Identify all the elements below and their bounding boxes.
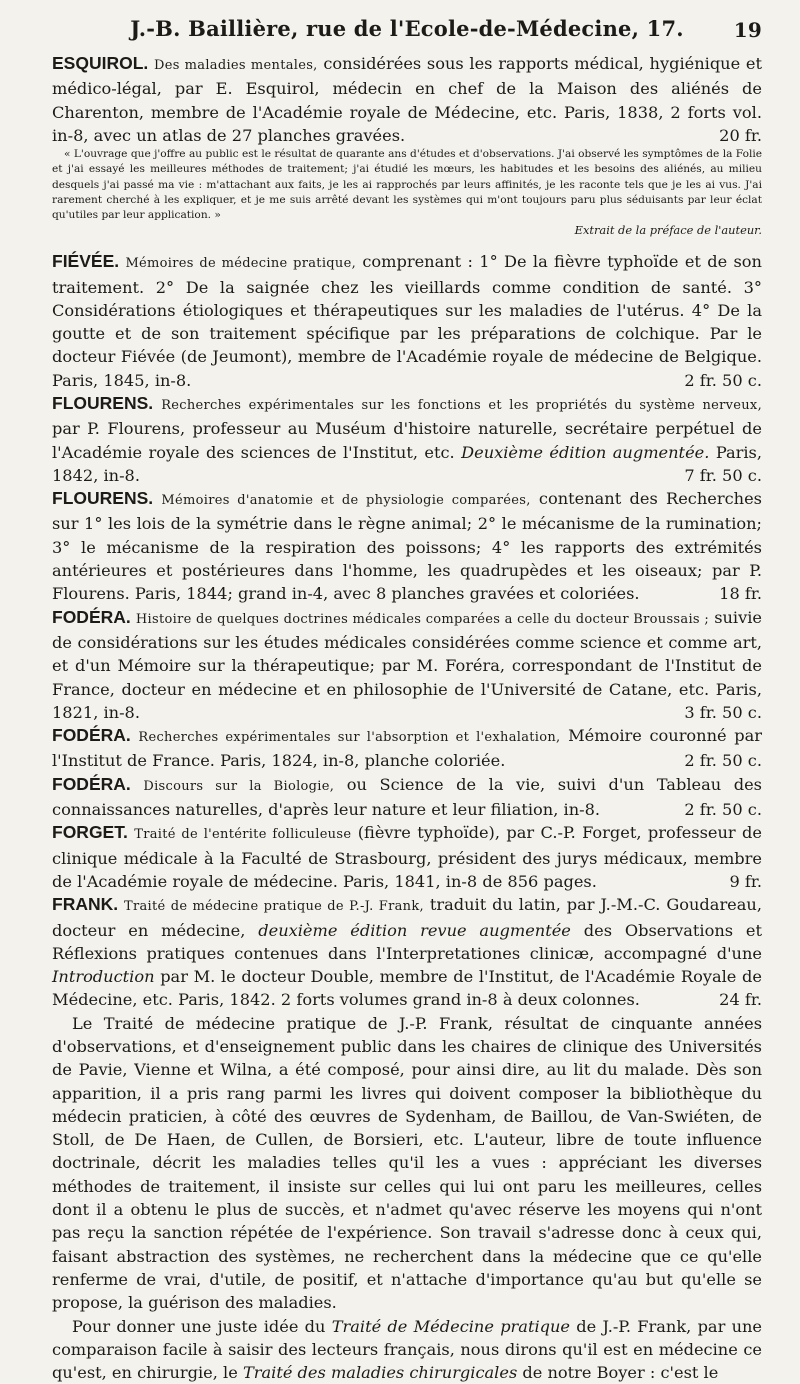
- work-title: Recherches expérimentales sur l'absorption et l'exhalation,: [138, 730, 561, 746]
- work-title: Des maladies mentales,: [153, 58, 318, 73]
- author-heading: FORGET.: [52, 822, 128, 843]
- catalogue-entry-fodera-biologie: [52, 773, 762, 822]
- author-heading: ESQUIROL.: [52, 53, 149, 73]
- entry-description: suivie de considérations sur les études médicales considérées comme science et comme art, et d'un Mémoire sur la thérapeutique; par M. Foréra, correspondant de l'Institut de France, docteur en médecine et en philosophie de l'Université de Catane, etc. Paris, 1821, in-8.: [52, 607, 762, 722]
- price: 20 fr.: [719, 125, 762, 145]
- imprint: Paris, 1842, in-8.: [52, 442, 762, 485]
- price: 7 fr. 50 c.: [684, 465, 762, 485]
- edition-note: deuxième édition revue augmentée: [258, 920, 571, 940]
- catalogue-entry-forget: [52, 821, 762, 893]
- quote-source: Extrait de la préface de l'auteur.: [574, 223, 762, 238]
- entry-description: contenant des Recherches sur 1° les lois de la symétrie dans le règne animal; 2° le mécanisme de la rumination; 3° le mécanisme de la respiration des poissons; 4° les rapports des extrémités antérieures et postérieures dans l'homme, les quadrupèdes et les oiseaux; par P. Flourens. Paris, 1844; grand in-4, avec 8 planches gravées et coloriées.: [52, 489, 762, 604]
- catalogue-entry-esquirol: [52, 52, 762, 147]
- catalogue-entry-fodera-absorption: [52, 724, 762, 773]
- price: 9 fr.: [729, 871, 762, 891]
- price: 18 fr.: [719, 584, 762, 604]
- entry-description-end: par M. le docteur Double, membre de l'Institut, de l'Académie Royale de Médecine, etc. Paris, 1842. 2 forts volumes grand in-8 à deux colonnes.: [52, 967, 762, 1010]
- author-heading: FLOURENS.: [52, 392, 154, 413]
- entry-description: (fièvre typhoïde), par C.-P. Forget, professeur de clinique médicale à la Faculté de Strasbourg, président des jurys médicaux, membre de l'Académie royale de médecine. Paris, 1841, in-8 de 856 pages.: [52, 823, 762, 891]
- cited-title: Traité des maladies chirurgicales: [242, 1363, 518, 1383]
- preface-quote: « L'ouvrage que j'offre au public est le résultat de quarante ans d'études et d'observations. J'ai observé les symptômes de la Folie et j'ai essayé les meilleures méthodes de traitement; j'ai étudié les mœurs, les habitudes et les besoins des aliénés, au milieu desquels j'ai passé ma vie : m'attachant aux faits, je les ai rapprochés par leurs affinités, je les raconte tels que je les ai vus. J'ai rarement cherché à les expliquer, et je me suis arrêté devant les systèmes qui m'ont toujours paru plus séduisants par leur éclat qu'utiles par leur application. »: [52, 148, 762, 221]
- catalogue-entry-fievee: [52, 250, 762, 392]
- work-title: Recherches expérimentales sur les fonctions et les propriétés du système nerveux,: [161, 397, 762, 413]
- catalogue-entry-flourens-nerveux: [52, 392, 762, 487]
- author-heading: FODÉRA.: [52, 773, 131, 794]
- commentary-paragraph-2: [52, 1315, 762, 1384]
- work-title: Mémoires de médecine pratique,: [125, 256, 357, 272]
- running-head: [52, 16, 762, 52]
- price: 3 fr. 50 c.: [684, 702, 762, 722]
- work-title: Traité de médecine pratique de P.-J. Frank,: [124, 899, 424, 915]
- commentary-text: Pour donner une juste idée du: [72, 1316, 326, 1336]
- author-heading: FODÉRA.: [52, 725, 131, 746]
- commentary-text: de J.-P. Frank, par une comparaison facile à saisir des lecteurs français, nous dirons qu'il est en médecine ce qu'est, en chirurgie, le: [52, 1316, 762, 1383]
- price: 2 fr. 50 c.: [684, 800, 762, 820]
- introduction-word: Introduction: [52, 967, 155, 987]
- price: 24 fr.: [719, 990, 762, 1010]
- page-number: 19: [733, 18, 762, 42]
- entry-description: ou Science de la vie, suivi d'un Tableau des connaissances naturelles, d'après leur nature et leur filiation, in-8.: [52, 774, 762, 820]
- entry-description: traduit du latin, par J.-M.-C. Goudareau, docteur en médecine,: [52, 895, 762, 940]
- author-heading: FRANK.: [52, 894, 119, 915]
- price: 2 fr. 50 c.: [684, 751, 762, 771]
- edition-note: Deuxième édition augmentée.: [461, 442, 710, 462]
- entry-description: considérées sous les rapports médical, hygiénique et médico-légal, par E. Esquirol, médecin en chef de la Maison des aliénés de Charenton, membre de l'Académie royale de Médecine, etc. Paris, 1838, 2 forts vol. in-8, avec un atlas de 27 planches gravées.: [52, 54, 762, 145]
- entry-description: par P. Flourens, professeur au Muséum d'histoire naturelle, secrétaire perpétuel de l'Académie royale des sciences de l'Institut, etc.: [52, 419, 762, 462]
- commentary-paragraph-1: Le Traité de médecine pratique de J.-P. Frank, résultat de cinquante années d'observations, et d'enseignement public dans les chaires de clinique des Universités de Pavie, Vienne et Wilna, a été composé, pour ainsi dire, au lit du malade. Dès son apparition, il a pris rang parmi les livres qui doivent composer la bibliothèque du médecin praticien, à côté des œuvres de Sydenham, de Baillou, de Van-Swiéten, de Stoll, de De Haen, de Cullen, de Borsieri, etc. L'auteur, libre de toute influence doctrinale, décrit les maladies telles qu'il les a vues : appréciant les diverses méthodes de traitement, il insiste sur celles qui lui ont paru les meilleures, celles dont il a obtenu le plus de succès, et n'admet qu'avec réserve les moyens qui n'ont pas reçu la sanction répétée de l'expérience. Son travail s'adresse donc à ceux qui, faisant abstraction des systèmes, ne recherchent dans la médecine que ce qu'elle renferme de vrai, d'utile, de positif, et n'attache d'importance qu'au but qu'elle se propose, la guérison des maladies.: [52, 1013, 762, 1313]
- cited-title: Traité de Médecine pratique: [331, 1316, 570, 1336]
- publisher-address: J.-B. Baillière, rue de l'Ecole-de-Médecine, 17.: [130, 16, 684, 41]
- catalogue-entry-frank: [52, 893, 762, 1011]
- price: 2 fr. 50 c.: [684, 370, 762, 390]
- work-title: Mémoires d'anatomie et de physiologie comparées,: [161, 493, 531, 509]
- author-heading: FIÉVÉE.: [52, 251, 120, 272]
- catalogue-entry-flourens-anatomie: [52, 487, 762, 605]
- commentary-text: de notre Boyer : c'est le: [522, 1363, 719, 1383]
- entry-description-cont: des Observations et Réflexions pratiques contenues dans l'Interpretationes clinicæ, accompagné d'une: [52, 920, 762, 963]
- work-title: Histoire de quelques doctrines médicales comparées a celle du docteur Broussais ;: [135, 611, 710, 627]
- catalogue-entry-fodera-histoire: [52, 606, 762, 724]
- author-heading: FLOURENS.: [52, 488, 154, 509]
- work-title: Discours sur la Biologie,: [143, 778, 335, 794]
- entry-description: comprenant : 1° De la fièvre typhoïde et de son traitement. 2° De la saignée chez les vieillards comme condition de santé. 3° Considérations étiologiques et thérapeutiques sur les maladies de l'utérus. 4° De la goutte et de son traitement spécifique par les préparations de colchique. Par le docteur Fiévée (de Jeumont), membre de l'Académie royale de médecine de Belgique. Paris, 1845, in-8.: [52, 252, 762, 390]
- author-heading: FODÉRA.: [52, 606, 131, 627]
- work-title: Traité de l'entérite folliculeuse: [134, 827, 352, 843]
- entry-description: Mémoire couronné par l'Institut de France. Paris, 1824, in-8, planche coloriée.: [52, 726, 762, 771]
